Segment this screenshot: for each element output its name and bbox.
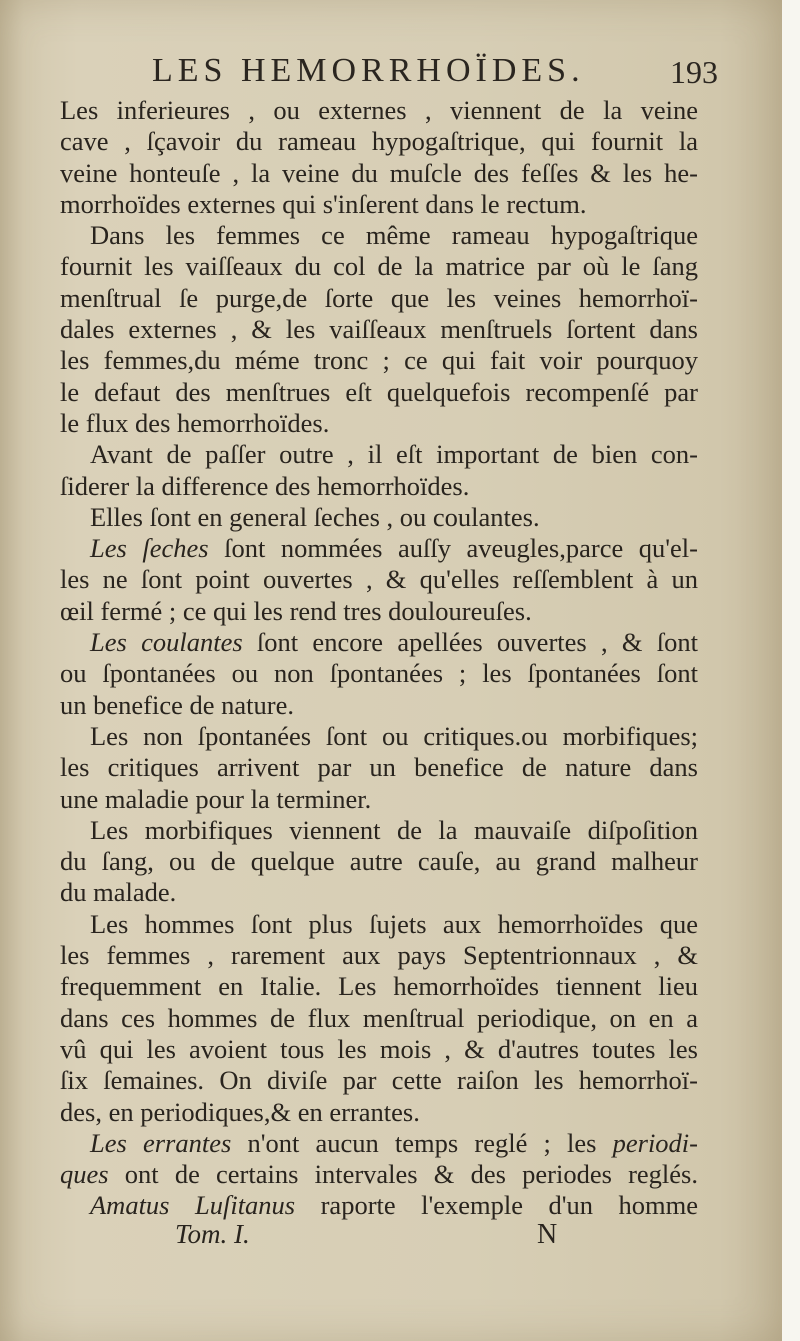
text-line: morrhoïdes externes qui s'inſerent dans le rectum. <box>60 188 587 219</box>
text-line: Les inferieures , ou externes , viennent de la veine <box>60 95 698 125</box>
text-line: Les morbifiques viennent de la mauvaiſe diſpoſition <box>90 814 698 845</box>
text-line: un benefice de nature. <box>60 689 294 720</box>
text-line: du malade. <box>60 877 177 908</box>
page-edge-margin <box>782 0 800 1341</box>
text-line: cave , ſçavoir du rameau hypogaſtrique, qui fournit la <box>60 126 698 157</box>
text-line: vû qui les avoient tous les mois , & d'autres toutes les <box>60 1033 698 1064</box>
text-line: ou ſpontanées ou non ſpontanées ; les ſpontanées ſont <box>60 658 698 689</box>
text-line: Dans les femmes ce même rameau hypogaſtrique <box>90 220 698 251</box>
body-text <box>60 95 698 1222</box>
text-line: dales externes , & les vaiſſeaux menſtruels ſortent dans <box>60 314 698 345</box>
page-number: 193 <box>670 54 718 90</box>
text-line: Les hommes ſont plus ſujets aux hemorrhoïdes que <box>90 908 698 939</box>
text-line: frequemment en Italie. Les hemorrhoïdes tiennent lieu <box>60 971 698 1002</box>
text-line: des, en periodiques,& en errantes. <box>60 1096 420 1127</box>
running-title: LES HEMORRHOÏDES. <box>152 52 585 89</box>
text-line: Amatus Luſitanus raporte l'exemple d'un homme <box>90 1190 698 1221</box>
text-line: Les non ſpontanées ſont ou critiques.ou morbifiques; <box>90 720 698 751</box>
text-line: Les coulantes ſont encore apellées ouvertes , & ſont <box>90 627 698 658</box>
text-line: veine honteuſe , la veine du muſcle des feſſes & les he- <box>60 157 698 188</box>
text-line: Elles ſont en general ſeches , ou coulantes. <box>90 501 540 532</box>
signature-mark: N <box>537 1219 558 1250</box>
text-line: le flux des hemorrhoïdes. <box>60 407 330 438</box>
text-line: menſtrual ſe purge,de ſorte que les veines hemorrhoï- <box>60 282 698 313</box>
text-line: dans ces hommes de flux menſtrual periodique, on en a <box>60 1002 698 1033</box>
running-head <box>40 50 720 92</box>
text-line: Les ſeches ſont nommées auſſy aveugles,parce qu'el- <box>90 533 698 564</box>
text-line: œil fermé ; ce qui les rend tres douloureuſes. <box>60 595 532 626</box>
text-line: le defaut des menſtrues eſt quelquefois recompenſé par <box>60 376 698 407</box>
text-line: du ſang, ou de quelque autre cauſe, au grand malheur <box>60 846 698 877</box>
text-line: les critiques arrivent par un benefice de nature dans <box>60 752 698 783</box>
text-line: Les errantes n'ont aucun temps reglé ; les periodi- <box>90 1127 698 1158</box>
text-line: une maladie pour la terminer. <box>60 783 372 814</box>
text-line: ſix ſemaines. On diviſe par cette raiſon les hemorrhoï- <box>60 1065 698 1096</box>
text-line: Avant de paſſer outre , il eſt important de bien con- <box>90 439 698 470</box>
page-footer <box>60 1219 700 1255</box>
text-line: les femmes,du méme tronc ; ce qui fait voir pourquoy <box>60 345 698 376</box>
text-line: ques ont de certains intervales & des periodes reglés. <box>60 1159 698 1190</box>
text-line: ſiderer la difference des hemorrhoïdes. <box>60 470 470 501</box>
text-line: les ne ſont point ouvertes , & qu'elles reſſemblent à un <box>60 564 698 595</box>
text-line: les femmes , rarement aux pays Septentrionnaux , & <box>60 940 698 971</box>
text-line: fournit les vaiſſeaux du col de la matrice par où le ſang <box>60 251 698 282</box>
volume-mark: Tom. I. <box>175 1219 250 1249</box>
